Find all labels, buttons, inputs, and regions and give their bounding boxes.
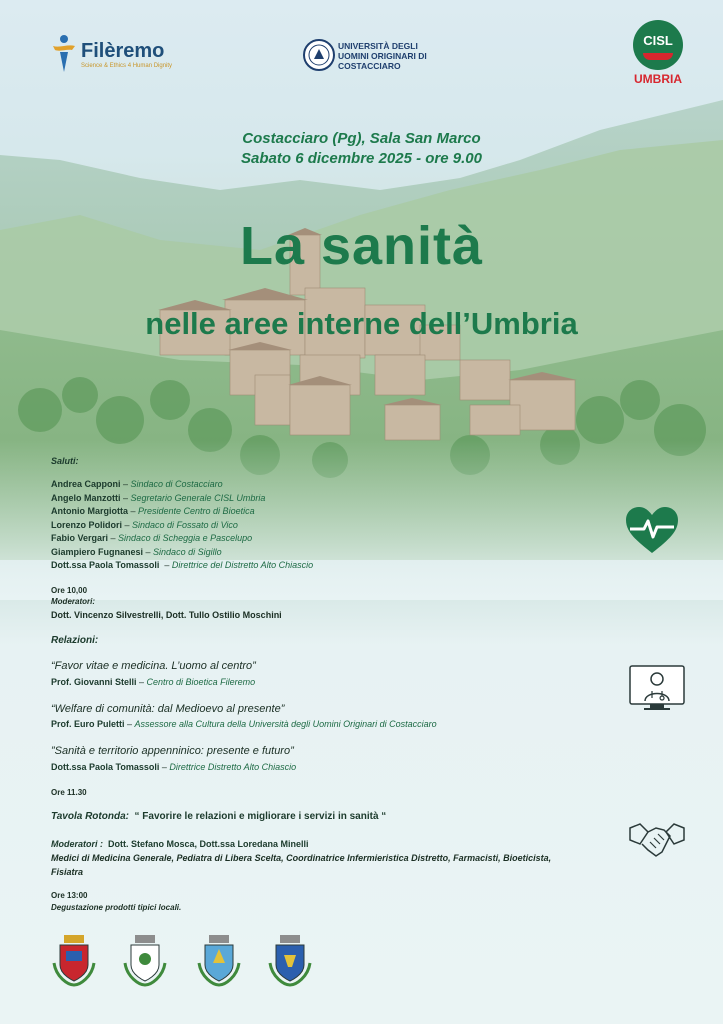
speaker-name: Andrea Capponi: [51, 479, 121, 489]
cisl-logo: [633, 20, 683, 70]
event-date: Sabato 6 dicembre 2025 - ore 9.00: [241, 150, 482, 167]
session2-moderators-line: [51, 839, 309, 849]
speaker-name: Prof. Euro Puletti: [51, 719, 125, 729]
fileremo-logo-icon: [50, 34, 78, 74]
speaker-role: Presidente Centro di Bioetica: [138, 506, 255, 516]
event-subtitle: nelle aree interne dell’Umbria: [145, 306, 578, 341]
cisl-logo-text: CISL: [643, 33, 673, 48]
speaker-role: Direttrice Distretto Alto Chiascio: [169, 762, 297, 772]
speaker-name: Prof. Giovanni Stelli: [51, 677, 137, 687]
list-item: Lorenzo Polidori – Sindaco di Fossato di Vico: [51, 520, 238, 530]
speaker-role: Sindaco di Scheggia e Pascelupo: [118, 533, 253, 543]
cisl-region: UMBRIA: [634, 72, 682, 86]
speaker-role: Segretario Generale CISL Umbria: [130, 493, 266, 503]
participants-line-1: Medici di Medicina Generale, Pediatra di Libera Scelta, Coordinatrice Infermieristica Distretto, Farmacisti, Bioeticista,: [51, 853, 552, 863]
talk-speaker-line: Prof. Giovanni Stelli – Centro di Bioetica Fileremo: [51, 677, 256, 687]
fileremo-name: Filèremo: [81, 40, 165, 62]
session1-time: Ore 10,00: [51, 586, 88, 595]
session2-moderators: Dott. Stefano Mosca, Dott.ssa Loredana Minelli: [108, 839, 309, 849]
speaker-role: Sindaco di Fossato di Vico: [132, 520, 238, 530]
closing-time: Ore 13:00: [51, 891, 88, 900]
speaker-name: Giampiero Fugnanesi: [51, 547, 144, 557]
talk-title: ”Sanità e territorio appenninico: presente e futuro”: [51, 745, 294, 757]
speaker-name: Lorenzo Polidori: [51, 520, 122, 530]
talk-speaker-line: Prof. Euro Puletti – Assessore alla Cultura della Università degli Uomini Originari di Costacciaro: [51, 719, 437, 729]
cisl-swoosh-icon: [643, 53, 673, 60]
list-item: Antonio Margiotta – Presidente Centro di Bioetica: [51, 506, 255, 516]
fileremo-tagline: Science & Ethics 4 Human Dignity: [81, 63, 173, 69]
speaker-role: Assessore alla Cultura della Università degli Uomini Originari di Costacciaro: [134, 719, 437, 729]
event-title: La sanità: [239, 216, 484, 276]
handshake-icon: [628, 818, 686, 860]
talk-speaker-line: Dott.ssa Paola Tomassoli – Direttrice Distretto Alto Chiascio: [51, 762, 297, 772]
coat-of-arms-icon: [50, 933, 98, 989]
tavola-title: “ Favorire le relazioni e migliorare i servizi in sanità “: [134, 811, 387, 822]
coat-of-arms-icon: [266, 933, 314, 989]
speaker-name: Antonio Margiotta: [51, 506, 128, 516]
list-item: Giampiero Fugnanesi – Sindaco di Sigillo: [51, 547, 222, 557]
list-item: Fabio Vergari – Sindaco di Scheggia e Pascelupo: [51, 533, 253, 543]
speaker-name: Dott.ssa Paola Tomassoli: [51, 762, 160, 772]
university-name: UNIVERSITÀ DEGLI UOMINI ORIGINARI DI COSTACCIARO: [338, 41, 427, 71]
heart-pulse-icon: [624, 505, 680, 555]
coat-of-arms-icon: [195, 933, 243, 989]
saluti-heading: Saluti:: [51, 456, 79, 466]
talk-title: “Welfare di comunità: dal Medioevo al presente”: [51, 703, 285, 715]
speaker-role: Sindaco di Costacciaro: [130, 479, 223, 489]
closing-text: Degustazione prodotti tipici locali.: [51, 903, 182, 912]
speaker-name: Fabio Vergari: [51, 533, 109, 543]
doctor-monitor-icon: [628, 664, 686, 712]
list-item: Angelo Manzotti – Segretario Generale CISL Umbria: [51, 493, 266, 503]
tavola-rotonda-line: [51, 811, 386, 822]
session1-moderators-label: Moderatori:: [51, 597, 95, 606]
speaker-role: Direttrice del Distretto Alto Chiascio: [171, 560, 314, 570]
list-item: Dott.ssa Paola Tomassoli – Direttrice del Distretto Alto Chiascio: [51, 560, 314, 570]
coat-of-arms-icon: [121, 933, 169, 989]
event-venue: Costacciaro (Pg), Sala San Marco: [242, 130, 481, 147]
university-seal-icon: [303, 39, 335, 71]
relazioni-heading: Relazioni:: [51, 635, 99, 646]
talk-title: “Favor vitae e medicina. L’uomo al centro”: [51, 660, 256, 672]
speaker-name: Dott.ssa Paola Tomassoli: [51, 560, 160, 570]
list-item: Andrea Capponi – Sindaco di Costacciaro: [51, 479, 223, 489]
tavola-label: Tavola Rotonda:: [51, 811, 129, 822]
participants-line-2: Fisiatra: [51, 867, 84, 877]
session1-moderators: Dott. Vincenzo Silvestrelli, Dott. Tullo Ostilio Moschini: [51, 610, 282, 620]
speaker-role: Centro di Bioetica Fileremo: [146, 677, 256, 687]
session2-time: Ore 11.30: [51, 788, 87, 797]
speaker-name: Angelo Manzotti: [51, 493, 121, 503]
session2-moderators-label: Moderatori :: [51, 839, 104, 849]
speaker-role: Sindaco di Sigillo: [153, 547, 222, 557]
